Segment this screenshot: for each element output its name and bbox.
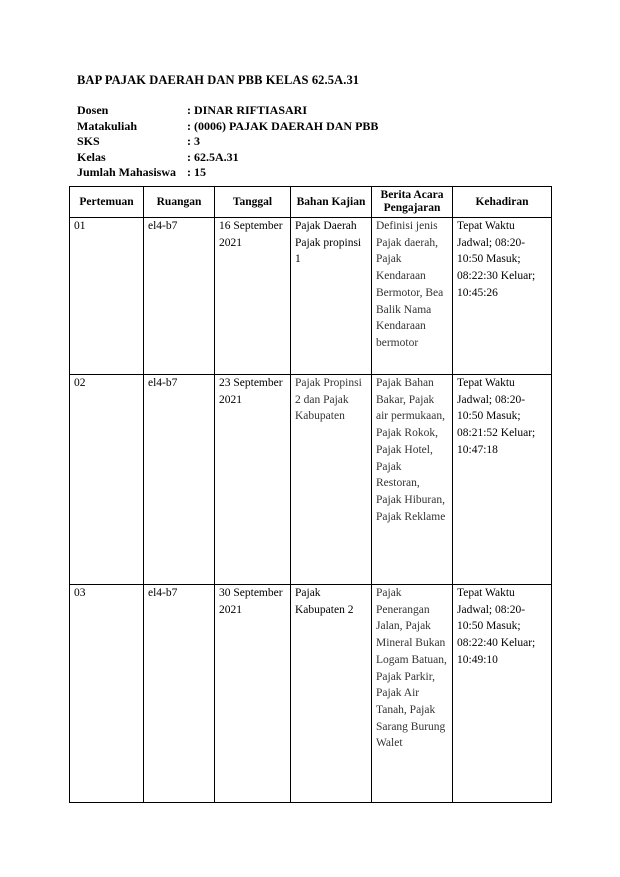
meta-value: : (0006) PAJAK DAERAH DAN PBB	[187, 118, 379, 133]
cell-kehadiran: Tepat Waktu Jadwal; 08:20-10:50 Masuk; 08:22:30 Keluar; 10:45:26	[453, 218, 552, 375]
meta-key: Kelas	[77, 149, 106, 164]
table-header-row	[70, 187, 552, 218]
table-row	[70, 585, 552, 803]
header-kehadiran: Kehadiran	[453, 187, 552, 218]
cell-pertemuan: 02	[70, 375, 144, 585]
meta-value: : 15	[187, 165, 206, 180]
header-ruangan: Ruangan	[144, 187, 215, 218]
cell-bahan-kajian: Pajak Kabupaten 2	[291, 585, 372, 803]
cell-bahan-kajian: Pajak Propinsi 2 dan Pajak Kabupaten	[291, 375, 372, 585]
meta-value: : 62.5A.31	[187, 149, 239, 164]
meta-row-jumlah-mahasiswa	[77, 165, 378, 181]
cell-berita-acara: Definisi jenis Pajak daerah, Pajak Kendaraan Bermotor, Bea Balik Nama Kendaraan bermotor	[372, 218, 453, 375]
document-title: BAP PAJAK DAERAH DAN PBB KELAS 62.5A.31	[77, 73, 360, 87]
meta-key: SKS	[77, 134, 100, 149]
meta-key: Dosen	[77, 103, 109, 117]
cell-berita-acara: Pajak Bahan Bakar, Pajak air permukaan, Pajak Rokok, Pajak Hotel, Pajak Restoran, Pajak Hiburan, Pajak Reklame	[372, 375, 453, 585]
cell-ruangan: el4-b7	[144, 218, 215, 375]
cell-berita-acara: Pajak Penerangan Jalan, Pajak Mineral Bukan Logam Batuan, Pajak Parkir, Pajak Air Tanah, Pajak Sarang Burung Walet	[372, 585, 453, 803]
table-row	[70, 218, 552, 375]
header-berita-acara: Berita Acara Pengajaran	[372, 187, 453, 218]
cell-ruangan: el4-b7	[144, 375, 215, 585]
header-pertemuan: Pertemuan	[70, 187, 144, 218]
meta-row-dosen	[77, 103, 378, 119]
meta-row-sks	[77, 134, 378, 150]
cell-ruangan: el4-b7	[144, 585, 215, 803]
header-tanggal: Tanggal	[215, 187, 291, 218]
course-meta	[77, 103, 378, 181]
meta-row-kelas	[77, 150, 378, 166]
cell-pertemuan: 03	[70, 585, 144, 803]
meta-key: Matakuliah	[77, 118, 138, 133]
cell-tanggal: 30 September 2021	[215, 585, 291, 803]
meta-value: : 3	[187, 134, 200, 149]
table-row	[70, 375, 552, 585]
cell-kehadiran: Tepat Waktu Jadwal; 08:20-10:50 Masuk; 08:21:52 Keluar; 10:47:18	[453, 375, 552, 585]
cell-tanggal: 16 September 2021	[215, 218, 291, 375]
header-bahan-kajian: Bahan Kajian	[291, 187, 372, 218]
meta-value: : DINAR RIFTIASARI	[187, 103, 308, 117]
meta-row-matakuliah	[77, 119, 378, 135]
cell-bahan-kajian: Pajak Daerah Pajak propinsi 1	[291, 218, 372, 375]
cell-kehadiran: Tepat Waktu Jadwal; 08:20-10:50 Masuk; 08:22:40 Keluar; 10:49:10	[453, 585, 552, 803]
cell-tanggal: 23 September 2021	[215, 375, 291, 585]
cell-pertemuan: 01	[70, 218, 144, 375]
meta-key: Jumlah Mahasiswa	[77, 165, 177, 180]
attendance-table	[69, 186, 552, 803]
